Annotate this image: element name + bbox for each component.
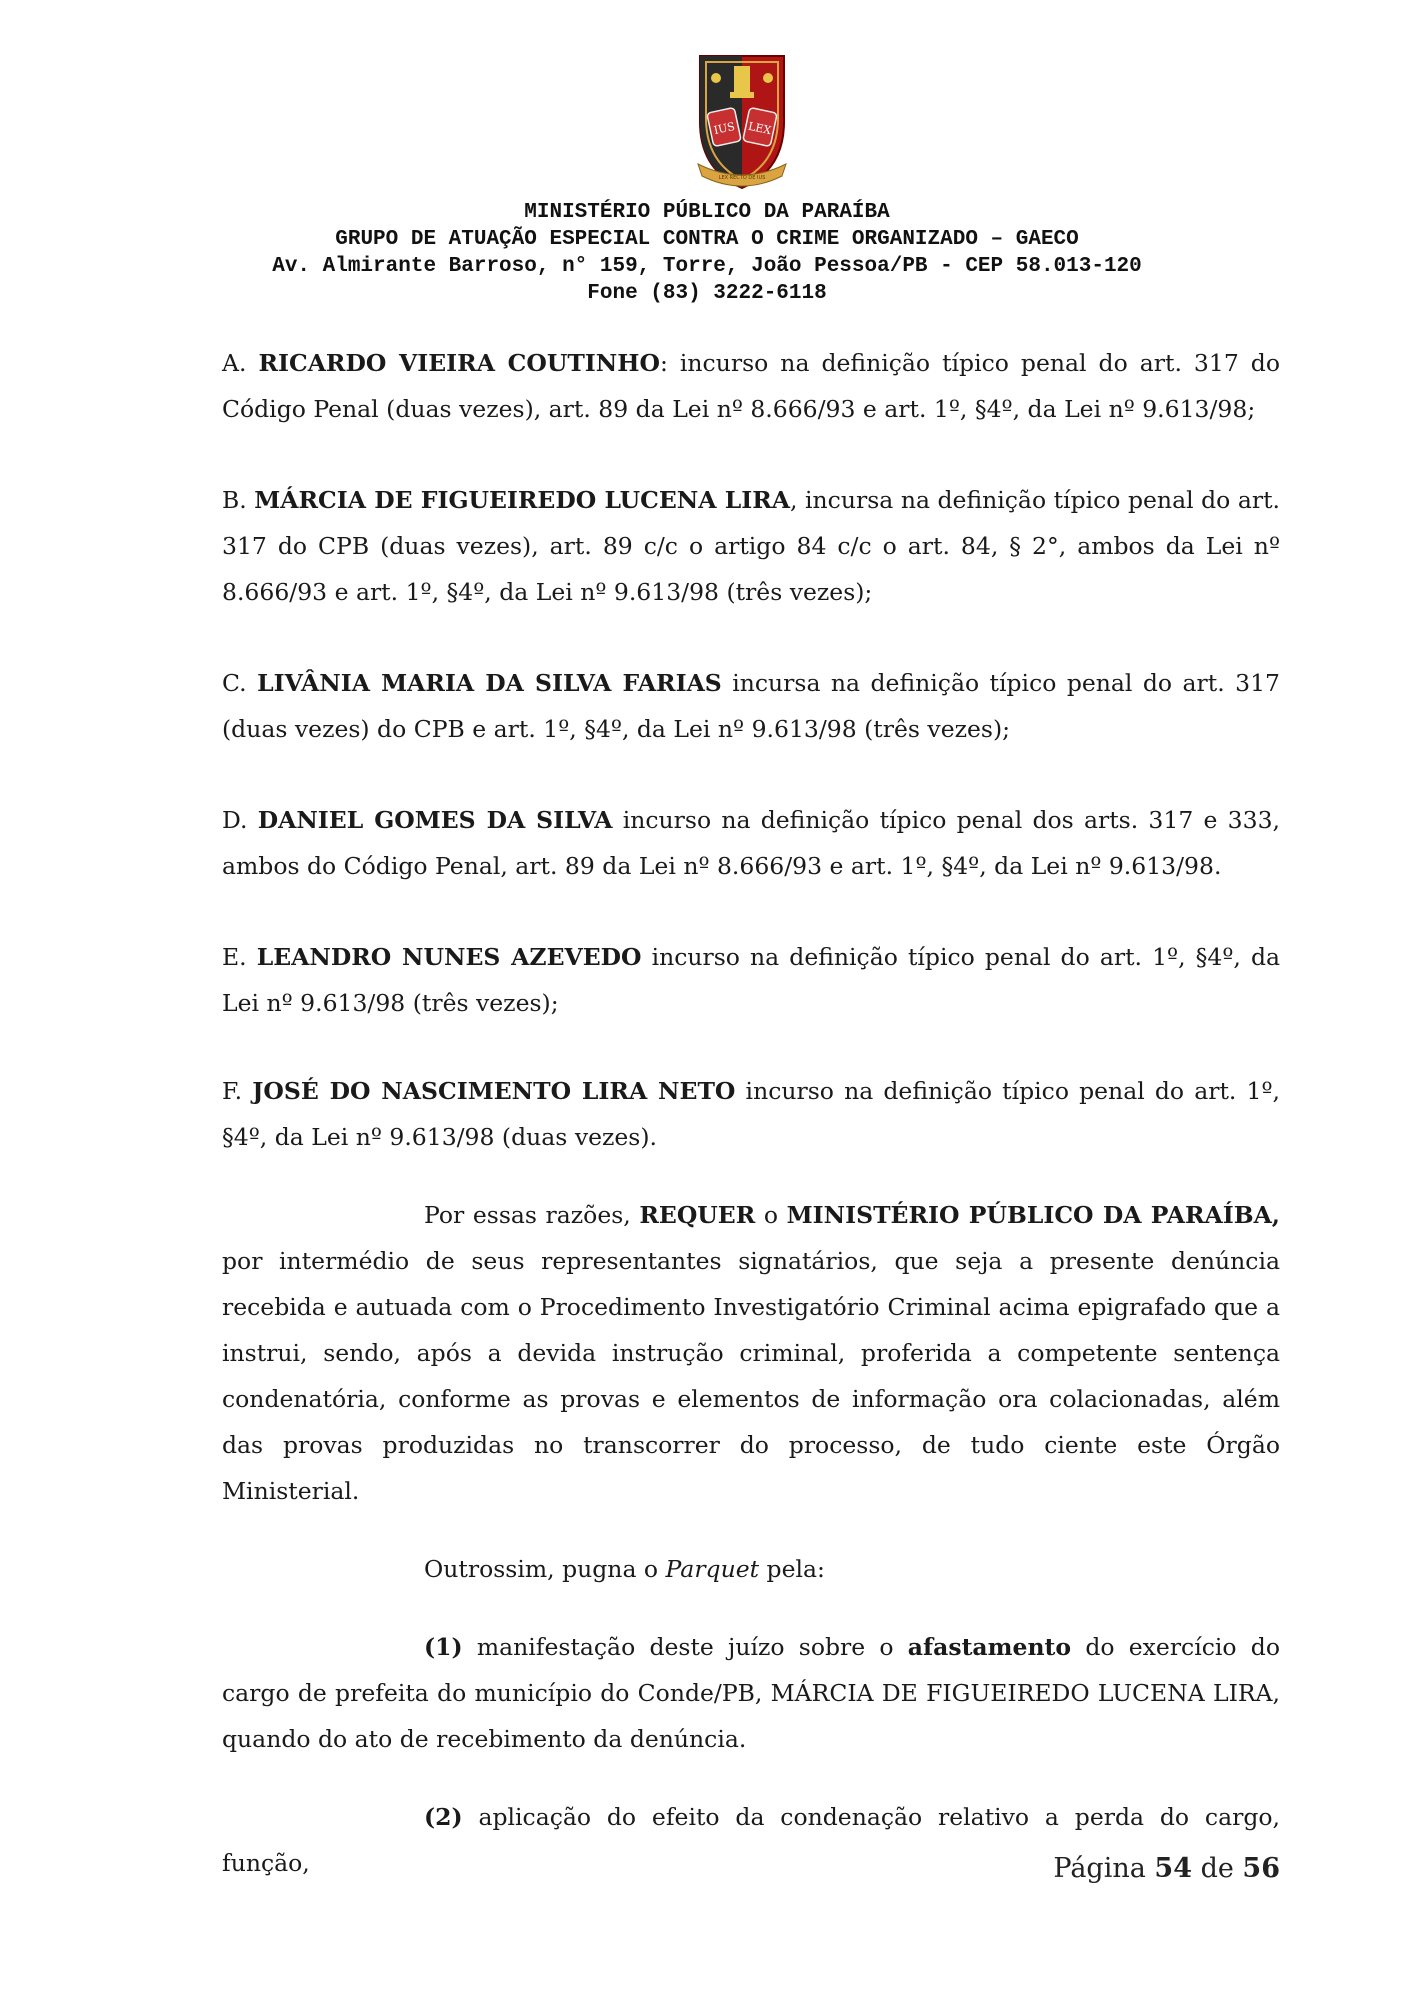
logo-text-ius: IUS: [712, 119, 737, 138]
request-paragraph: Por essas razões, REQUER o MINISTÉRIO PÚBLICO DA PARAÍBA, por intermédio de seus representantes signatários, que seja a presente denúncia recebida e autuada com o Procedimento Investigatório Criminal acima epigrafado que a instrui, sendo, após a devida instrução criminal, proferida a competente sentença condenatória, conforme as provas e elementos de informação ora colacionadas, além das provas produzidas no transcorrer do processo, de tudo ciente este Órgão Ministerial.: [222, 1201, 1280, 1505]
current-page: 54: [1154, 1853, 1192, 1884]
gaeco-coat-of-arms-logo: [694, 52, 790, 192]
defendant-name: LEANDRO NUNES AZEVEDO: [256, 943, 642, 971]
defendant-name: MÁRCIA DE FIGUEIREDO LUCENA LIRA: [254, 486, 791, 514]
header-group: GRUPO DE ATUAÇÃO ESPECIAL CONTRA O CRIME ORGANIZADO – GAECO: [335, 228, 1079, 251]
header-institution: MINISTÉRIO PÚBLICO DA PARAÍBA: [524, 201, 890, 224]
logo-text-lex: LEX: [747, 119, 773, 138]
defendant-name: RICARDO VIEIRA COUTINHO: [258, 349, 660, 377]
header-phone: Fone (83) 3222-6118: [587, 282, 827, 305]
outrossim-paragraph: Outrossim, pugna o Parquet pela:: [424, 1555, 825, 1583]
defendant-name: JOSÉ DO NASCIMENTO LIRA NETO: [252, 1077, 736, 1105]
defendant-name: DANIEL GOMES DA SILVA: [257, 806, 613, 834]
request-point-1: (1) manifestação deste juízo sobre o afastamento do exercício do cargo de prefeita do município do Conde/PB, MÁRCIA DE FIGUEIREDO LUCENA LIRA, quando do ato de recebimento da denúncia.: [222, 1633, 1280, 1753]
document-body: [222, 340, 1280, 1886]
logo-ribbon-text: LEX RECTO DE IUS: [718, 175, 766, 181]
defendant-item-e: E. LEANDRO NUNES AZEVEDO incurso na definição típico penal do art. 1º, §4º, da Lei nº 9.613/98 (três vezes);: [222, 943, 1280, 1017]
total-pages: 56: [1242, 1853, 1280, 1884]
page-number: Página 54 de 56: [1053, 1853, 1280, 1884]
defendant-item-c: C. LIVÂNIA MARIA DA SILVA FARIAS incursa na definição típico penal do art. 317 (duas vezes) do CPB e art. 1º, §4º, da Lei nº 9.613/98 (três vezes);: [222, 669, 1280, 743]
defendant-item-d: D. DANIEL GOMES DA SILVA incurso na definição típico penal dos arts. 317 e 333, ambos do Código Penal, art. 89 da Lei nº 8.666/93 e art. 1º, §4º, da Lei nº 9.613/98.: [222, 806, 1280, 880]
header-address: Av. Almirante Barroso, n° 159, Torre, João Pessoa/PB - CEP 58.013-120: [272, 255, 1142, 278]
document-header: [0, 199, 1414, 307]
defendant-item-f: F. JOSÉ DO NASCIMENTO LIRA NETO incurso na definição típico penal do art. 1º, §4º, da Lei nº 9.613/98 (duas vezes).: [222, 1077, 1280, 1151]
defendant-item-a: A. RICARDO VIEIRA COUTINHO: incurso na definição típico penal do art. 317 do Código Penal (duas vezes), art. 89 da Lei nº 8.666/93 e art. 1º, §4º, da Lei nº 9.613/98;: [222, 349, 1280, 423]
request-point-2: (2) aplicação do efeito da condenação relativo a perda do cargo, função,: [222, 1803, 1280, 1877]
defendant-name: LIVÂNIA MARIA DA SILVA FARIAS: [257, 669, 722, 697]
defendant-item-b: B. MÁRCIA DE FIGUEIREDO LUCENA LIRA, incursa na definição típico penal do art. 317 do CPB (duas vezes), art. 89 c/c o artigo 84 c/c o art. 84, § 2°, ambos da Lei nº 8.666/93 e art. 1º, §4º, da Lei nº 9.613/98 (três vezes);: [222, 486, 1281, 606]
